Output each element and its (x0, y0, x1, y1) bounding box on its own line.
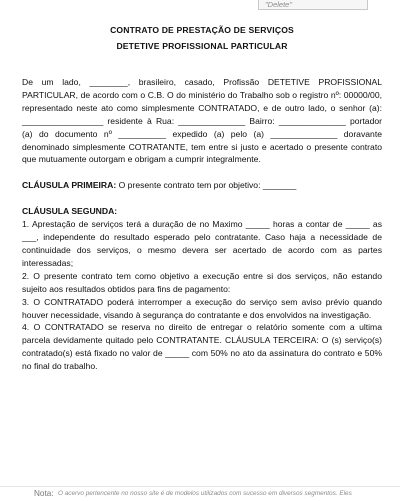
top-toolbar (0, 0, 400, 12)
document-subtitle: DETETIVE PROFISSIONAL PARTICULAR (116, 41, 288, 51)
clause-second-item-4: 4. O CONTRATADO se reserva no direito de entregar o relatório somente com a ultima parcela devidamente quitado pelo CONTRATANTE. CLÁUSULA TERCEIRA: O (s) serviço(s) contratado(s) está fixado no valor de _____ com 50% no ato da assinatura do contrato e 50% no final do trabalho. (22, 322, 382, 372)
document-title: CONTRATO DE PRESTAÇÃO DE SERVIÇOS (110, 25, 294, 35)
clause-first-heading: CLÁUSULA PRIMEIRA: (22, 180, 117, 191)
clause-second-item-1: 1. Aprestação de serviços terá a duração de no Maximo _____ horas a contar de _____ as ___, independente do resultado esperado pelo contratante. Caso haja a necessidade de continuidade dos serviços, o mesmo devera ser acertado de acordo com as partes interessadas; (22, 219, 382, 268)
nota-label: Nota: (34, 489, 54, 498)
clause-second-item-2: 2. O presente contrato tem como objetivo a execução entre si dos serviços, não estando sujeito aos resultados obtidos para fins de pagamento: (22, 270, 382, 294)
nota-text: O acervo pertencente no nosso site é de modelos utilizados com sucesso em diversos segmentos. Eles (58, 490, 352, 497)
clause-first-text: O presente contrato tem por objetivo: _______ (116, 180, 297, 191)
contract-document (22, 24, 382, 373)
clause-second-heading: CLÁUSULA SEGUNDA: (22, 206, 118, 217)
delete-button[interactable]: "Delete" (258, 0, 368, 10)
clause-first (22, 179, 382, 192)
footer-note (0, 486, 400, 501)
intro-paragraph: De um lado, ________, brasileiro, casado, Profissão DETETIVE PROFISSIONAL PARTICULAR, de acordo com o C.B. O do ministério do Trabalho sob o registro nº: 00000/00, representado neste ato como simplesmente CONTRATADO, e de outro lado, o senhor (a): _________________ residente à Rua: ______________ Bairro: ______________ portador (a) do documento nº __________ expedido (a) pelo (a) ______________ doravante denominado simplesmente COTRATANTE, tem entre si justo e acertado o presente contrato que mutuamente outorgam e obrigam a cumprir integralmente. (22, 77, 382, 165)
clause-second-item-3: 3. O CONTRATADO poderá interromper a execução do serviço sem aviso prévio quando houver necessidade, visando à segurança do contratante e dos envolvidos na investigação. (22, 296, 382, 320)
